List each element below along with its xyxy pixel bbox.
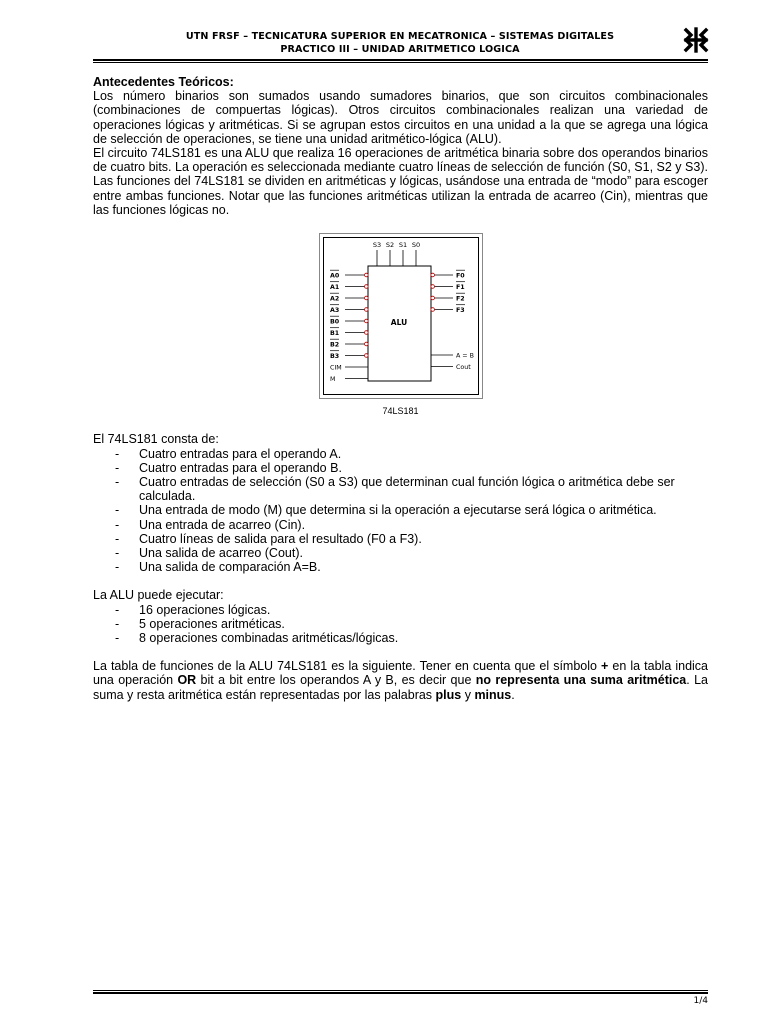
tabla-paragraph: La tabla de funciones de la ALU 74LS181 es la siguiente. Tener en cuenta que el símbolo + en la tabla indica una operación OR bit a bit entre los operandos A y B, es decir que no representa una suma aritmética. La suma y resta aritmética están representadas por las palabras plus y minus. bbox=[93, 659, 709, 702]
alu-figure bbox=[319, 233, 483, 418]
page-content bbox=[93, 75, 708, 702]
alu-diagram bbox=[319, 233, 483, 399]
input-label: M bbox=[329, 376, 335, 384]
list-item: - 16 operaciones lógicas. bbox=[115, 602, 271, 617]
alu-block-label: ALU bbox=[390, 318, 407, 328]
paragraph-2: El circuito 74LS181 es una ALU que realiza 16 operaciones de aritmética binaria sobre dos operandos binarios de cuatro bits. La operación es seleccionada mediante cuatro líneas de selección de función (S0, S1, S2 y S3). bbox=[93, 146, 708, 175]
list-item: - Cuatro entradas de selección (S0 a S3) que determinan cual función lógica o aritmética debe ser calculada. bbox=[115, 475, 675, 504]
list-item: - Una salida de comparación A=B. bbox=[115, 560, 321, 575]
input-label: A0 bbox=[329, 272, 339, 280]
input-label: B2 bbox=[329, 341, 339, 349]
page-number: 1/4 bbox=[693, 996, 708, 1006]
paragraph-1: Los número binarios son sumados usando sumadores binarios, que son circuitos combinacionales (combinaciones de compuertas lógicas). Otros circuitos combinacionales realizan una variedad de operaciones lógicas y aritméticas. Si se agrupan estos circuitos en una unidad a la que se agrega una lógica de selección de operaciones, se tiene una unidad aritmético-lógica (ALU). bbox=[93, 89, 708, 146]
output-label: F0 bbox=[455, 272, 465, 280]
input-label: A1 bbox=[329, 284, 339, 292]
consta-intro: El 74LS181 consta de: bbox=[93, 432, 219, 447]
select-label: S0 bbox=[411, 241, 420, 250]
input-label: A2 bbox=[329, 295, 339, 303]
list-item: - Cuatro entradas para el operando B. bbox=[115, 460, 342, 475]
header-line-2: PRACTICO III – UNIDAD ARITMETICO LOGICA bbox=[280, 44, 520, 55]
inversion-bubble bbox=[364, 342, 368, 346]
inversion-bubble bbox=[364, 331, 368, 335]
inversion-bubble bbox=[430, 308, 434, 312]
page-header bbox=[93, 30, 707, 56]
output-label: Cout bbox=[455, 364, 471, 372]
list-item: - 8 operaciones combinadas aritméticas/lógicas. bbox=[115, 631, 399, 646]
list-item: - 5 operaciones aritméticas. bbox=[115, 616, 285, 631]
ejecutar-intro: La ALU puede ejecutar: bbox=[93, 588, 224, 603]
list-item: - Una salida de acarreo (Cout). bbox=[115, 546, 303, 561]
section-heading: Antecedentes Teóricos: bbox=[93, 75, 234, 89]
list-item: - Cuatro entradas para el operando A. bbox=[115, 446, 342, 461]
paragraph-3: Las funciones del 74LS181 se dividen en aritméticas y lógicas, usándose una entrada de “modo” para escoger entre ambas funciones. Notar que las funciones aritméticas utilizan la entrada de acarreo (Cin), mientras que las funciones lógicas no. bbox=[93, 174, 708, 217]
inversion-bubble bbox=[430, 273, 434, 277]
header-rule bbox=[93, 59, 708, 61]
output-label: A = B bbox=[455, 352, 474, 360]
input-label: B0 bbox=[329, 318, 339, 326]
output-label: F1 bbox=[455, 284, 465, 292]
output-label: F2 bbox=[455, 295, 465, 303]
select-label: S3 bbox=[372, 241, 381, 250]
header-line-1: UTN FRSF – TECNICATURA SUPERIOR EN MECATRONICA – SISTEMAS DIGITALES bbox=[185, 31, 615, 42]
input-label: A3 bbox=[329, 307, 339, 315]
inversion-bubble bbox=[364, 273, 368, 277]
ejecutar-list bbox=[93, 603, 708, 646]
list-item: - Una entrada de modo (M) que determina si la operación a ejecutarse será lógica o aritmética. bbox=[115, 503, 657, 518]
inversion-bubble bbox=[364, 354, 368, 358]
footer-rule-thin bbox=[93, 990, 708, 991]
inversion-bubble bbox=[364, 308, 368, 312]
list-item: - Cuatro líneas de salida para el resultado (F0 a F3). bbox=[115, 531, 422, 546]
consta-list bbox=[93, 447, 708, 575]
input-label: B3 bbox=[329, 353, 339, 361]
inversion-bubble bbox=[364, 296, 368, 300]
figure-caption: 74LS181 bbox=[382, 406, 419, 417]
input-label: CIM bbox=[329, 364, 342, 372]
inversion-bubble bbox=[364, 285, 368, 289]
utn-logo bbox=[683, 27, 709, 53]
inversion-bubble bbox=[430, 296, 434, 300]
inversion-bubble bbox=[430, 285, 434, 289]
select-label: S1 bbox=[398, 241, 407, 250]
output-label: F3 bbox=[455, 307, 465, 315]
header-rule-thin bbox=[93, 62, 708, 63]
list-item: - Una entrada de acarreo (Cin). bbox=[115, 517, 306, 532]
footer-rule bbox=[93, 992, 708, 994]
input-label: B1 bbox=[329, 330, 339, 338]
select-label: S2 bbox=[385, 241, 394, 250]
inversion-bubble bbox=[364, 319, 368, 323]
